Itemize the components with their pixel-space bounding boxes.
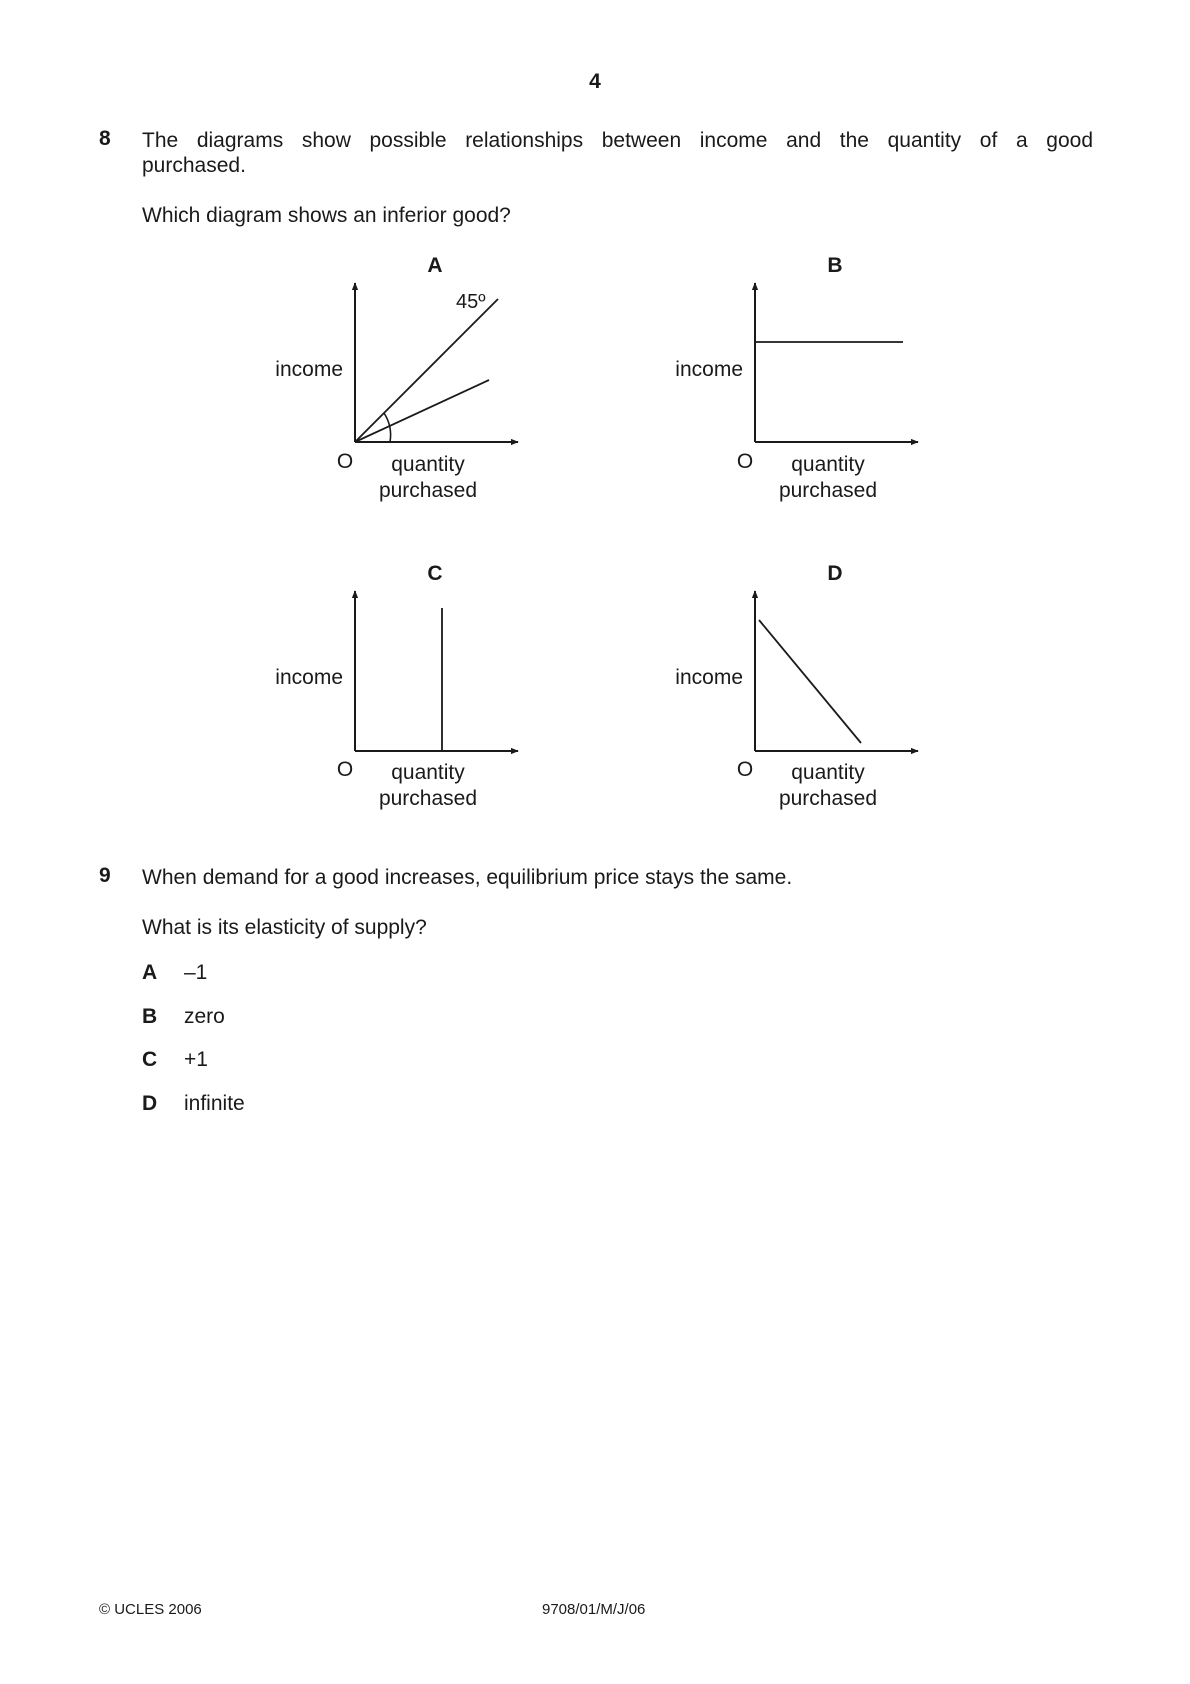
diagram-a[interactable]: [275, 254, 518, 502]
diagram-a-angle-label: 45º: [456, 291, 486, 313]
diagram-d-x-label-line2: purchased: [778, 787, 878, 810]
diagram-a-45-degree-line: [355, 299, 498, 442]
diagram-a-y-label: income: [275, 358, 343, 381]
diagram-c-x-label-line2: purchased: [378, 787, 478, 810]
option-c-text: +1: [184, 1048, 208, 1071]
option-d-letter: D: [142, 1092, 158, 1115]
question-9-option-d[interactable]: [142, 1092, 245, 1116]
option-a-letter: A: [142, 961, 158, 984]
diagram-b-letter: B: [827, 254, 843, 277]
footer-paper-code: 9708/01/M/J/06: [542, 1601, 646, 1618]
diagram-c-y-label: income: [275, 666, 343, 689]
question-9-stem: When demand for a good increases, equilibrium price stays the same.: [142, 866, 793, 889]
diagram-d-letter: D: [827, 562, 843, 585]
footer-copyright: © UCLES 2006: [99, 1601, 202, 1618]
question-9-prompt: What is its elasticity of supply?: [142, 916, 427, 939]
question-9-number: 9: [99, 864, 111, 887]
diagram-d-origin: O: [736, 758, 754, 781]
option-d-text: infinite: [184, 1092, 245, 1115]
question-8-stem-line1: The diagrams show possible relationships between income and the quantity of a good: [142, 129, 1093, 152]
question-8-prompt: Which diagram shows an inferior good?: [142, 204, 511, 227]
diagram-b[interactable]: [675, 254, 918, 502]
diagram-a-letter: A: [427, 254, 443, 277]
diagram-c-origin: O: [336, 758, 354, 781]
option-b-text: zero: [184, 1005, 225, 1028]
diagram-c[interactable]: [275, 562, 518, 810]
question-9-option-a[interactable]: [142, 961, 207, 985]
question-9-option-c[interactable]: [142, 1048, 208, 1072]
diagram-a-x-label-line2: purchased: [378, 479, 478, 502]
diagram-b-x-label-line2: purchased: [778, 479, 878, 502]
diagram-b-x-label-line1: quantity: [791, 453, 865, 476]
page-number: 4: [589, 70, 601, 93]
diagram-d-downward-line: [759, 620, 861, 743]
option-c-letter: C: [142, 1048, 158, 1071]
diagram-c-x-label-line1: quantity: [391, 761, 465, 784]
option-a-text: –1: [184, 961, 208, 984]
question-8-number: 8: [99, 127, 111, 150]
diagram-d-x-label-line1: quantity: [791, 761, 865, 784]
diagram-a-x-label-line1: quantity: [391, 453, 465, 476]
diagram-b-y-label: income: [675, 358, 743, 381]
diagram-a-income-line: [355, 380, 489, 442]
question-8-stem-line2: purchased.: [142, 154, 246, 177]
income-quantity-diagrams: [0, 0, 1190, 840]
option-b-letter: B: [142, 1005, 158, 1028]
question-9-option-b[interactable]: [142, 1005, 225, 1029]
diagram-d-y-label: income: [675, 666, 743, 689]
diagram-b-origin: O: [736, 450, 754, 473]
diagram-a-origin: O: [336, 450, 354, 473]
diagram-c-letter: C: [427, 562, 443, 585]
diagram-d[interactable]: [675, 562, 918, 810]
